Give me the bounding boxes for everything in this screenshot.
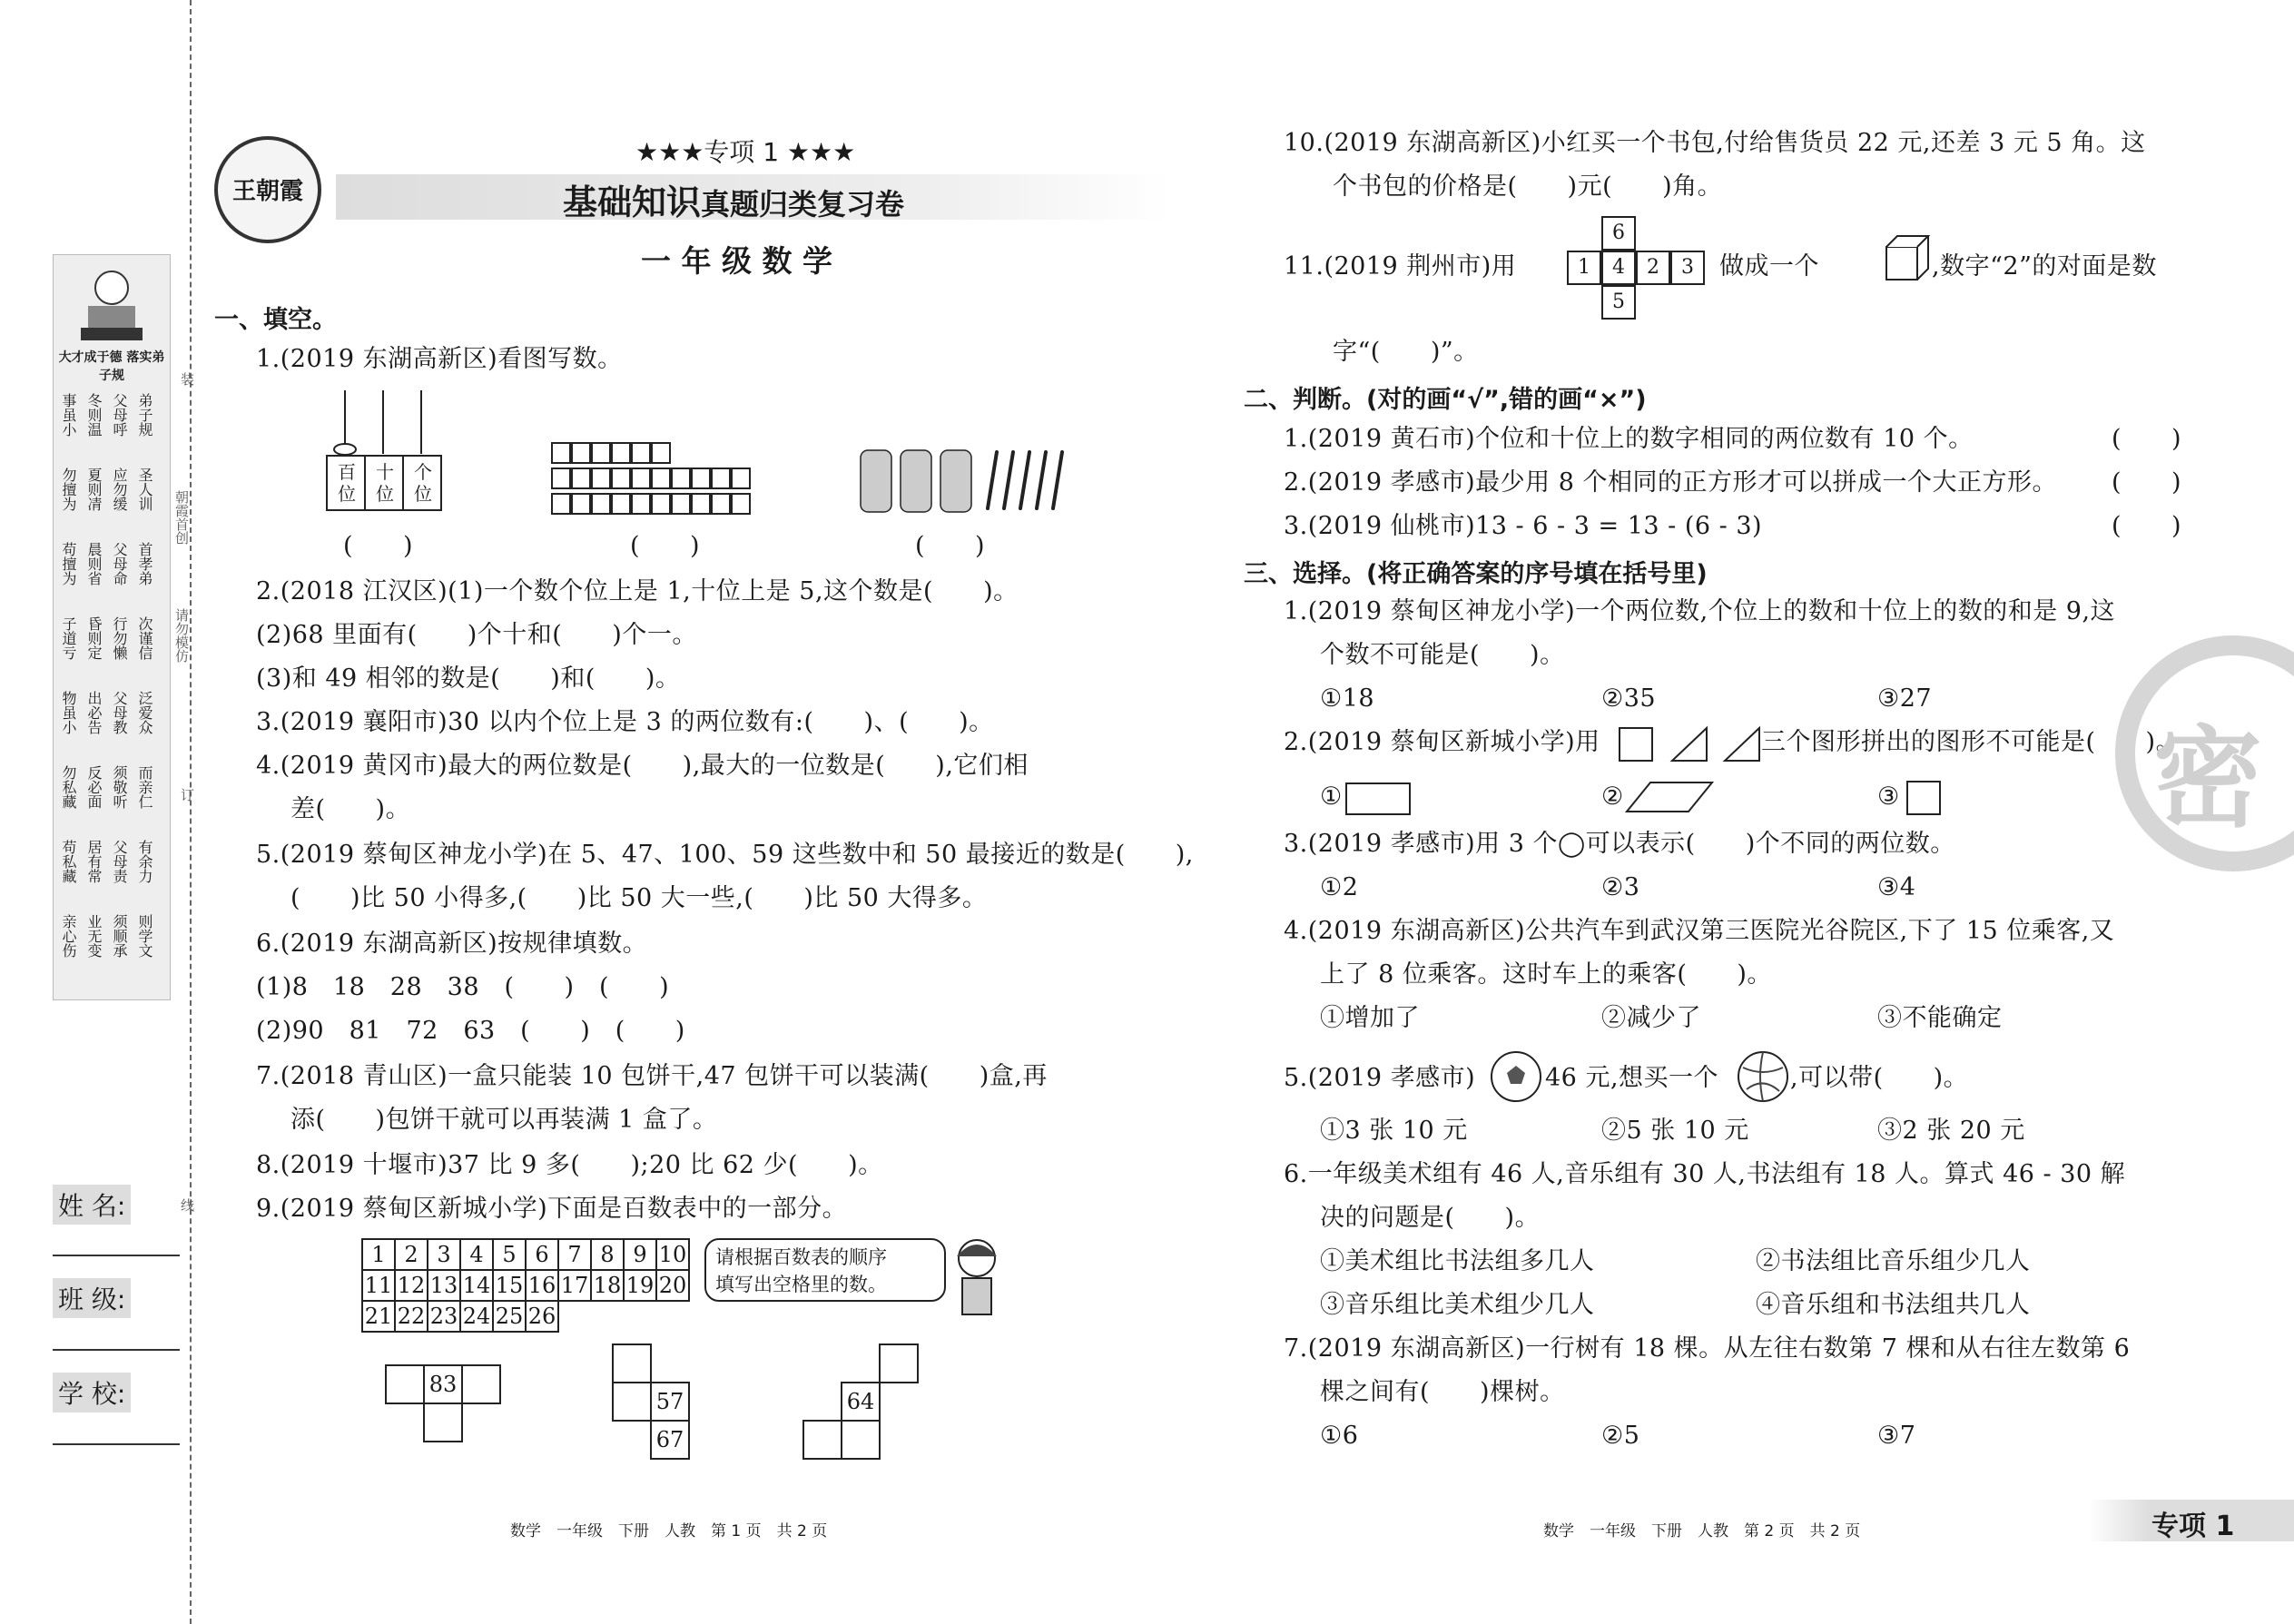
option[interactable]: ③27 — [1877, 684, 1933, 713]
judgment-blank[interactable]: ( ) — [2112, 512, 2182, 540]
square-icon — [1906, 781, 1941, 815]
option[interactable]: ③不能确定 — [1877, 1004, 2003, 1032]
judgment-3: 3.(2019 仙桃市)13 - 6 - 3 = 13 - (6 - 3) — [1284, 512, 1763, 540]
motto-column: 泛爱众 — [136, 691, 153, 734]
question-4: 4.(2019 黄冈市)最大的两位数是( ),最大的一位数是( ),它们相 — [256, 752, 1029, 780]
motto-column: 首孝弟 — [136, 542, 153, 586]
page-title — [563, 174, 904, 224]
option[interactable]: ④音乐组和书法组共几人 — [1756, 1291, 2031, 1319]
block — [572, 468, 590, 488]
block — [552, 443, 570, 463]
choice-5-middle: 46 元,想买一个 — [1545, 1064, 1719, 1092]
fragment-cell: 57 — [650, 1382, 690, 1422]
motto-column: 晨则省 — [85, 542, 103, 586]
abacus-label-hundreds: 百位 — [338, 461, 356, 505]
option[interactable]: ①6 — [1320, 1422, 1359, 1450]
block — [592, 468, 610, 488]
question-8: 8.(2019 十堰市)37 比 9 多( );20 比 62 少( )。 — [256, 1151, 883, 1179]
hundred-chart-cell: 21 — [362, 1301, 395, 1332]
block — [632, 468, 650, 488]
choice-4-continued: 上了 8 位乘客。这时车上的乘客( )。 — [1320, 960, 1772, 989]
motto-column: 苟私藏 — [60, 840, 77, 883]
question-5: 5.(2019 蔡甸区神龙小学)在 5、47、100、59 这些数中和 50 最接近的数是( ), — [256, 841, 1194, 869]
question-3: 3.(2019 襄阳市)30 以内个位上是 3 的两位数有:( )、( )。 — [256, 708, 994, 736]
option[interactable]: ② — [1601, 782, 1624, 811]
block — [712, 468, 730, 488]
parallelogram-icon — [1625, 779, 1716, 815]
cube-net-cell: 5 — [1601, 285, 1636, 320]
choice-7: 7.(2019 东湖高新区)一行树有 18 棵。从左往右数第 7 棵和从右往左数第 6 — [1284, 1334, 2131, 1363]
section-true-false: 二、判断。(对的画“√”,错的画“×”) — [1244, 386, 1647, 414]
option[interactable]: ① — [1320, 782, 1343, 811]
motto-column: 弟子规 — [136, 393, 153, 437]
motto-column: 亲心伤 — [60, 914, 77, 958]
block — [632, 494, 650, 514]
choice-6: 6.一年级美术组有 46 人,音乐组有 30 人,书法组有 18 人。算式 46 - 30 解 — [1284, 1160, 2126, 1188]
block — [672, 468, 690, 488]
motto-column: 须顺承 — [111, 914, 128, 958]
hundred-chart-cell: 17 — [558, 1270, 591, 1301]
cube-net-cell: 3 — [1670, 251, 1705, 285]
binding-label: 朝霞首创 — [173, 490, 190, 545]
block — [652, 443, 670, 463]
option[interactable]: ②5 张 10 元 — [1601, 1117, 1749, 1145]
choice-1: 1.(2019 蔡甸区神龙小学)一个两位数,个位上的数和十位上的数的和是 9,这 — [1284, 597, 2116, 625]
block — [612, 494, 630, 514]
motto-grid — [60, 393, 164, 992]
motto-column: 行勿懒 — [111, 616, 128, 660]
hundred-chart — [361, 1238, 690, 1333]
hundred-chart-cell: 16 — [526, 1270, 558, 1301]
motto-column: 子道亏 — [60, 616, 77, 660]
question-11-continued: 字“( )”。 — [1333, 338, 1479, 366]
choice-2-end: 三个图形拼出的图形不可能是( )。 — [1761, 728, 2181, 756]
abacus-label-ones: 个位 — [414, 461, 432, 505]
motto-column: 居有常 — [85, 840, 103, 883]
choice-1-continued: 个数不可能是( )。 — [1320, 641, 1565, 669]
brand-logo — [214, 136, 321, 243]
motto-column: 则学文 — [136, 914, 153, 958]
question-6-part-2: (2)90 81 72 63 ( ) ( ) — [256, 1017, 685, 1045]
option[interactable]: ③音乐组比美术组少几人 — [1320, 1291, 1595, 1319]
motto-column: 有余力 — [136, 840, 153, 883]
answer-blank[interactable]: ( ) — [630, 532, 701, 560]
hundred-chart-cell: 4 — [460, 1239, 493, 1270]
hundred-chart-cell: 15 — [493, 1270, 526, 1301]
hundred-chart-cell: 10 — [656, 1239, 689, 1270]
block — [692, 468, 710, 488]
bubble-line-2: 填写出空格里的数。 — [715, 1274, 887, 1295]
motto-column: 业无变 — [85, 914, 103, 958]
class-field[interactable] — [53, 1349, 180, 1351]
girl-icon — [944, 1231, 1008, 1322]
class-label: 班 级: — [53, 1278, 131, 1318]
blank-cell[interactable] — [461, 1364, 501, 1404]
title-bold: 基础知识 — [563, 182, 702, 222]
block — [552, 468, 570, 488]
volleyball-icon — [1736, 1049, 1790, 1104]
school-label: 学 校: — [53, 1373, 131, 1412]
motto-column: 勿擅为 — [60, 468, 77, 511]
motto-column: 圣人训 — [136, 468, 153, 511]
title-rest: 真题归类复习卷 — [701, 187, 905, 221]
question-5-continued: ( )比 50 小得多,( )比 50 大一些,( )比 50 大得多。 — [290, 884, 988, 912]
option[interactable]: ③7 — [1877, 1422, 1916, 1450]
choice-3: 3.(2019 孝感市)用 3 个◯可以表示( )个不同的两位数。 — [1284, 830, 1955, 858]
fragment-cell: 83 — [423, 1364, 463, 1404]
cube-net-cell: 2 — [1636, 251, 1670, 285]
option[interactable]: ①3 张 10 元 — [1320, 1117, 1468, 1145]
blank-cell[interactable] — [423, 1403, 463, 1442]
motto-column: 次谨信 — [136, 616, 153, 660]
option[interactable]: ②3 — [1601, 873, 1640, 901]
motto-column: 夏则凊 — [85, 468, 103, 511]
motto-column: 而亲仁 — [136, 765, 153, 809]
bubble-line-1: 请根据百数表的顺序 — [715, 1246, 887, 1268]
page-tag — [2088, 1500, 2294, 1541]
option[interactable]: ①18 — [1320, 684, 1375, 713]
choice-6-continued: 决的问题是( )。 — [1320, 1204, 1541, 1232]
question-11-end: ,数字“2”的对面是数 — [1932, 252, 2157, 281]
block — [592, 443, 610, 463]
block — [652, 468, 670, 488]
motto-column: 冬则温 — [85, 393, 103, 437]
hundred-chart-cell: 20 — [656, 1270, 689, 1301]
motto-column: 反必面 — [85, 765, 103, 809]
cube-net-cell: 4 — [1601, 251, 1636, 285]
motto-column: 父母呼 — [111, 393, 128, 437]
abacus-label-tens: 十位 — [376, 461, 394, 505]
hundred-chart-cell: 22 — [395, 1301, 428, 1332]
question-6: 6.(2019 东湖高新区)按规律填数。 — [256, 930, 648, 958]
block — [552, 494, 570, 514]
block — [572, 494, 590, 514]
option[interactable]: ①增加了 — [1320, 1004, 1420, 1032]
choice-7-continued: 棵之间有( )棵树。 — [1320, 1378, 1565, 1406]
block — [712, 494, 730, 514]
fragment-cell: 64 — [841, 1382, 881, 1422]
question-2: 2.(2018 江汉区)(1)一个数个位上是 1,十位上是 5,这个数是( )。 — [256, 577, 1019, 605]
hundred-chart-cell: 13 — [428, 1270, 460, 1301]
cube-icon — [1885, 234, 1930, 283]
question-7: 7.(2018 青山区)一盒只能装 10 包饼干,47 包饼干可以装满( )盒,再 — [256, 1062, 1048, 1090]
hundred-chart-cell: 5 — [493, 1239, 526, 1270]
rectangle-icon — [1345, 782, 1411, 815]
page-tag-label: 专项 1 — [2151, 1511, 2235, 1542]
question-1: 1.(2019 东湖高新区)看图写数。 — [256, 345, 623, 373]
question-4-continued: 差( )。 — [290, 795, 411, 823]
stick-bundles-icon — [853, 445, 1071, 517]
blank-cell[interactable] — [879, 1343, 919, 1383]
option[interactable]: ②35 — [1601, 684, 1657, 713]
hundred-chart-cell: 2 — [395, 1239, 428, 1270]
option[interactable]: ③2 张 20 元 — [1877, 1117, 2025, 1145]
blank-cell[interactable] — [385, 1364, 425, 1404]
block — [572, 443, 590, 463]
block — [632, 443, 650, 463]
motto-column: 出必告 — [85, 691, 103, 734]
option[interactable]: ②减少了 — [1601, 1004, 1701, 1032]
section-multiple-choice: 三、选择。(将正确答案的序号填在括号里) — [1244, 560, 1708, 588]
judgment-blank[interactable]: ( ) — [2112, 425, 2182, 453]
question-10-continued: 个书包的价格是( )元( )角。 — [1333, 172, 1723, 201]
blank-cell[interactable] — [612, 1382, 652, 1422]
block — [652, 494, 670, 514]
binding-label: 线 — [179, 1198, 195, 1212]
question-7-continued: 添( )包饼干就可以再装满 1 盒了。 — [290, 1106, 718, 1134]
judgment-2: 2.(2019 孝感市)最少用 8 个相同的正方形才可以拼成一个大正方形。 — [1284, 468, 2057, 497]
motto-column: 父母责 — [111, 840, 128, 883]
binding-label: 装 — [179, 372, 195, 386]
cut-line — [190, 0, 192, 1624]
hundred-chart-cell: 9 — [624, 1239, 656, 1270]
blank-cell[interactable] — [841, 1420, 881, 1460]
motto-sidebar — [53, 254, 171, 1000]
shapes-icon — [1618, 724, 1763, 763]
hundred-chart-cell: 26 — [526, 1301, 558, 1332]
judgment-1: 1.(2019 黄石市)个位和十位上的数字相同的两位数有 10 个。 — [1284, 425, 1974, 453]
hundred-chart-cell: 11 — [362, 1270, 395, 1301]
option[interactable]: ③4 — [1877, 873, 1916, 901]
block — [672, 494, 690, 514]
answer-blank[interactable]: ( ) — [915, 532, 986, 560]
motto-column: 勿私藏 — [60, 765, 77, 809]
series-label: ★★★专项 1 ★★★ — [635, 137, 856, 167]
blank-cell[interactable] — [802, 1420, 842, 1460]
option[interactable]: ①2 — [1320, 873, 1359, 901]
hundred-chart-cell: 7 — [558, 1239, 591, 1270]
motto-column: 须敬听 — [111, 765, 128, 809]
hundred-chart-cell: 6 — [526, 1239, 558, 1270]
logo-text: 王朝霞 — [231, 178, 303, 205]
binding-label: 订 — [179, 788, 195, 802]
motto-column: 昏则定 — [85, 616, 103, 660]
soccer-ball-icon — [1489, 1049, 1543, 1104]
seal-text: 密 — [2153, 714, 2262, 842]
hundred-chart-cell: 3 — [428, 1239, 460, 1270]
question-6-part-1: (1)8 18 28 38 ( ) ( ) — [256, 973, 670, 1001]
name-label: 姓 名: — [53, 1185, 131, 1225]
option[interactable]: ③ — [1877, 782, 1900, 811]
block — [692, 494, 710, 514]
footer-right: 数学 一年级 下册 人教 第 2 页 共 2 页 — [1543, 1522, 1861, 1540]
binding-label: 请勿模仿 — [173, 608, 190, 663]
footer-left: 数学 一年级 下册 人教 第 1 页 共 2 页 — [510, 1522, 828, 1540]
hundred-chart-cell: 23 — [428, 1301, 460, 1332]
motto-column: 苟擅为 — [60, 542, 77, 586]
judgment-blank[interactable]: ( ) — [2112, 468, 2182, 497]
block — [732, 494, 750, 514]
choice-2: 2.(2019 蔡甸区新城小学)用 — [1284, 728, 1600, 756]
name-field[interactable] — [53, 1255, 180, 1256]
question-9: 9.(2019 蔡甸区新城小学)下面是百数表中的一部分。 — [256, 1195, 848, 1223]
option[interactable]: ②书法组比音乐组少几人 — [1756, 1247, 2031, 1275]
choice-5: 5.(2019 孝感市) — [1284, 1064, 1476, 1092]
counting-blocks-icon — [548, 439, 766, 521]
option[interactable]: ①美术组比书法组多几人 — [1320, 1247, 1595, 1275]
choice-5-end: ,可以带( )。 — [1790, 1064, 1969, 1092]
school-field[interactable] — [53, 1443, 180, 1445]
motto-column: 父母命 — [111, 542, 128, 586]
motto-column: 父母教 — [111, 691, 128, 734]
hundred-chart-cell: 1 — [362, 1239, 395, 1270]
hundred-chart-cell: 18 — [591, 1270, 624, 1301]
question-2-part-2: (2)68 里面有( )个十和( )个一。 — [256, 621, 697, 649]
confidential-seal — [2115, 635, 2294, 871]
block — [612, 468, 630, 488]
hundred-chart-cell: 24 — [460, 1301, 493, 1332]
student-reading-icon — [75, 264, 148, 346]
motto-column: 物虽小 — [60, 691, 77, 734]
speech-bubble — [704, 1238, 946, 1302]
hundred-chart-cell: 8 — [591, 1239, 624, 1270]
fragment-cell: 67 — [650, 1420, 690, 1460]
option[interactable]: ②5 — [1601, 1422, 1640, 1450]
answer-blank[interactable]: ( ) — [343, 532, 414, 560]
hundred-chart-cell: 25 — [493, 1301, 526, 1332]
question-10: 10.(2019 东湖高新区)小红买一个书包,付给售货员 22 元,还差 3 元 5 角。这 — [1284, 129, 2146, 157]
choice-4: 4.(2019 东湖高新区)公共汽车到武汉第三医院光谷院区,下了 15 位乘客,又 — [1284, 917, 2115, 945]
question-11: 11.(2019 荆州市)用 — [1284, 252, 1517, 281]
hundred-chart-cell: 14 — [460, 1270, 493, 1301]
cube-net-cell: 1 — [1567, 251, 1601, 285]
block — [612, 443, 630, 463]
hundred-chart-cell: 12 — [395, 1270, 428, 1301]
hundred-chart-cell: 19 — [624, 1270, 656, 1301]
blank-cell[interactable] — [612, 1343, 652, 1383]
block — [592, 494, 610, 514]
page-subtitle: 一 年 级 数 学 — [641, 243, 832, 279]
question-11-middle: 做成一个 — [1719, 252, 1819, 281]
block — [732, 468, 750, 488]
motto-column: 应勿缓 — [111, 468, 128, 511]
motto-column: 事虽小 — [60, 393, 77, 437]
cube-net-cell: 6 — [1601, 216, 1636, 251]
section-fill-blank: 一、填空。 — [214, 306, 337, 334]
question-2-part-3: (3)和 49 相邻的数是( )和( )。 — [256, 664, 681, 693]
sidebar-motto: 大才成于德 落实弟子规 — [58, 350, 165, 383]
